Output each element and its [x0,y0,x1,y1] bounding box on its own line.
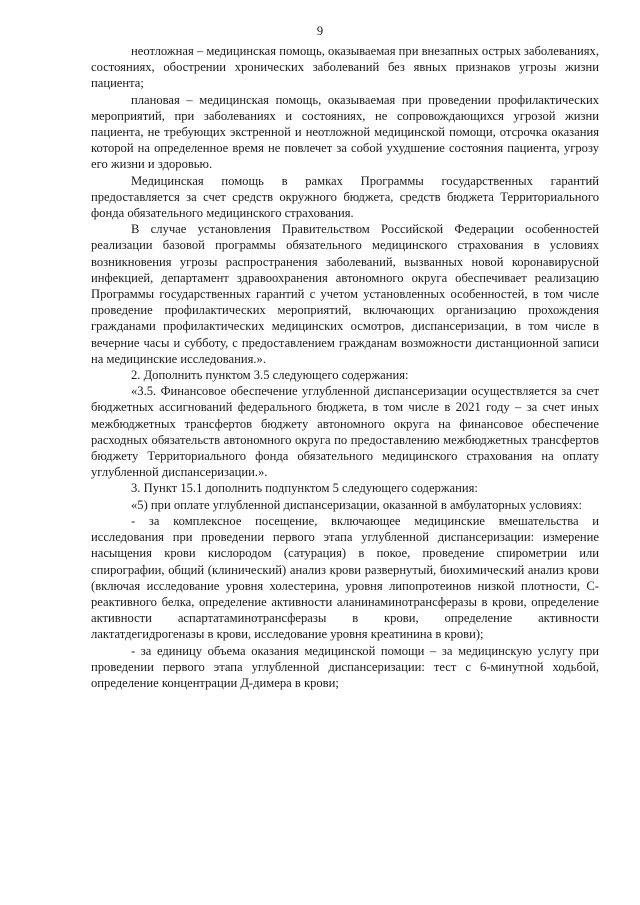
paragraph-unit-volume: - за единицу объема оказания медицинской помощи – за медицинскую услугу при проведении первого этапа углубленной диспансеризации: тест с 6-минутной ходьбой, определение концентрации Д-димера в крови; [91,643,599,690]
paragraph-subitem-5: «5) при оплате углубленной диспансеризации, оказанной в амбулаторных условиях: [131,497,583,512]
document-body [91,43,599,691]
page-number: 9 [316,24,324,38]
paragraph-amendment-3: 3. Пункт 15.1 дополнить подпунктом 5 следующего содержания: [131,481,478,496]
paragraph-covid-features: В случае установления Правительством Российской Федерации особенностей реализации базовой программы обязательного медицинского страхования в условиях возникновения угрозы распространения заболеваний, вызванных новой коронавирусной инфекцией, департамент здравоохранения автономного округа обеспечивает реализацию Программы государственных гарантий с учетом установленных особенностей, в том числе проведение профилактических мероприятий, включающих организацию прохождения гражданами профилактических медицинских осмотров, диспансеризации, в том числе в вечерние часы и субботу, с предоставлением гражданам возможности дистанционной записи на медицинские исследования.». [91,222,599,366]
paragraph-amendment-2: 2. Дополнить пунктом 3.5 следующего содержания: [131,368,409,383]
paragraph-complex-visit: - за комплексное посещение, включающее медицинские вмешательства и исследования при проведении первого этапа углубленной диспансеризации: измерение насыщения крови кислородом (сатурация) в покое, проведение спирометрии или спирографии, общий (клинический) анализ крови развернутый, биохимический анализ крови (включая исследование уровня холестерина, уровня липопротеинов низкой плотности, С-реактивного белка, определение активности аланинаминотрансферазы в крови, определение активности аспартатаминотрансферазы в крови, определение активности лактатдегидрогеназы в крови, исследование уровня креатинина в крови); [91,513,599,642]
paragraph-urgent-care: неотложная – медицинская помощь, оказываемая при внезапных острых заболеваниях, состояниях, обострении хронических заболеваний без явных признаков угрозы жизни пациента; [91,44,599,91]
paragraph-item-3-5: «3.5. Финансовое обеспечение углубленной диспансеризации осуществляется за счет бюджетных ассигнований федерального бюджета, в том числе в 2021 году – за счет иных межбюджетных трансфертов бюджету автономного округа на финансовое обеспечение расходных обязательств автономного округа по предоставлению межбюджетных трансфертов бюджету Территориального фонда обязательного медицинского страхования на оплату углубленной диспансеризации.». [91,384,599,480]
paragraph-planned-care: плановая – медицинская помощь, оказываемая при проведении профилактических мероприятий, при заболеваниях и состояниях, не сопровождающихся угрозой жизни пациента, не требующих экстренной и неотложной медицинской помощи, отсрочка оказания которой на определенное время не повлечет за собой ухудшение состояния пациента, угрозу его жизни и здоровью. [91,92,599,172]
paragraph-funding: Медицинская помощь в рамках Программы государственных гарантий предоставляется за счет средств окружного бюджета, средств бюджета Территориального фонда обязательного медицинского страхования. [91,173,599,221]
